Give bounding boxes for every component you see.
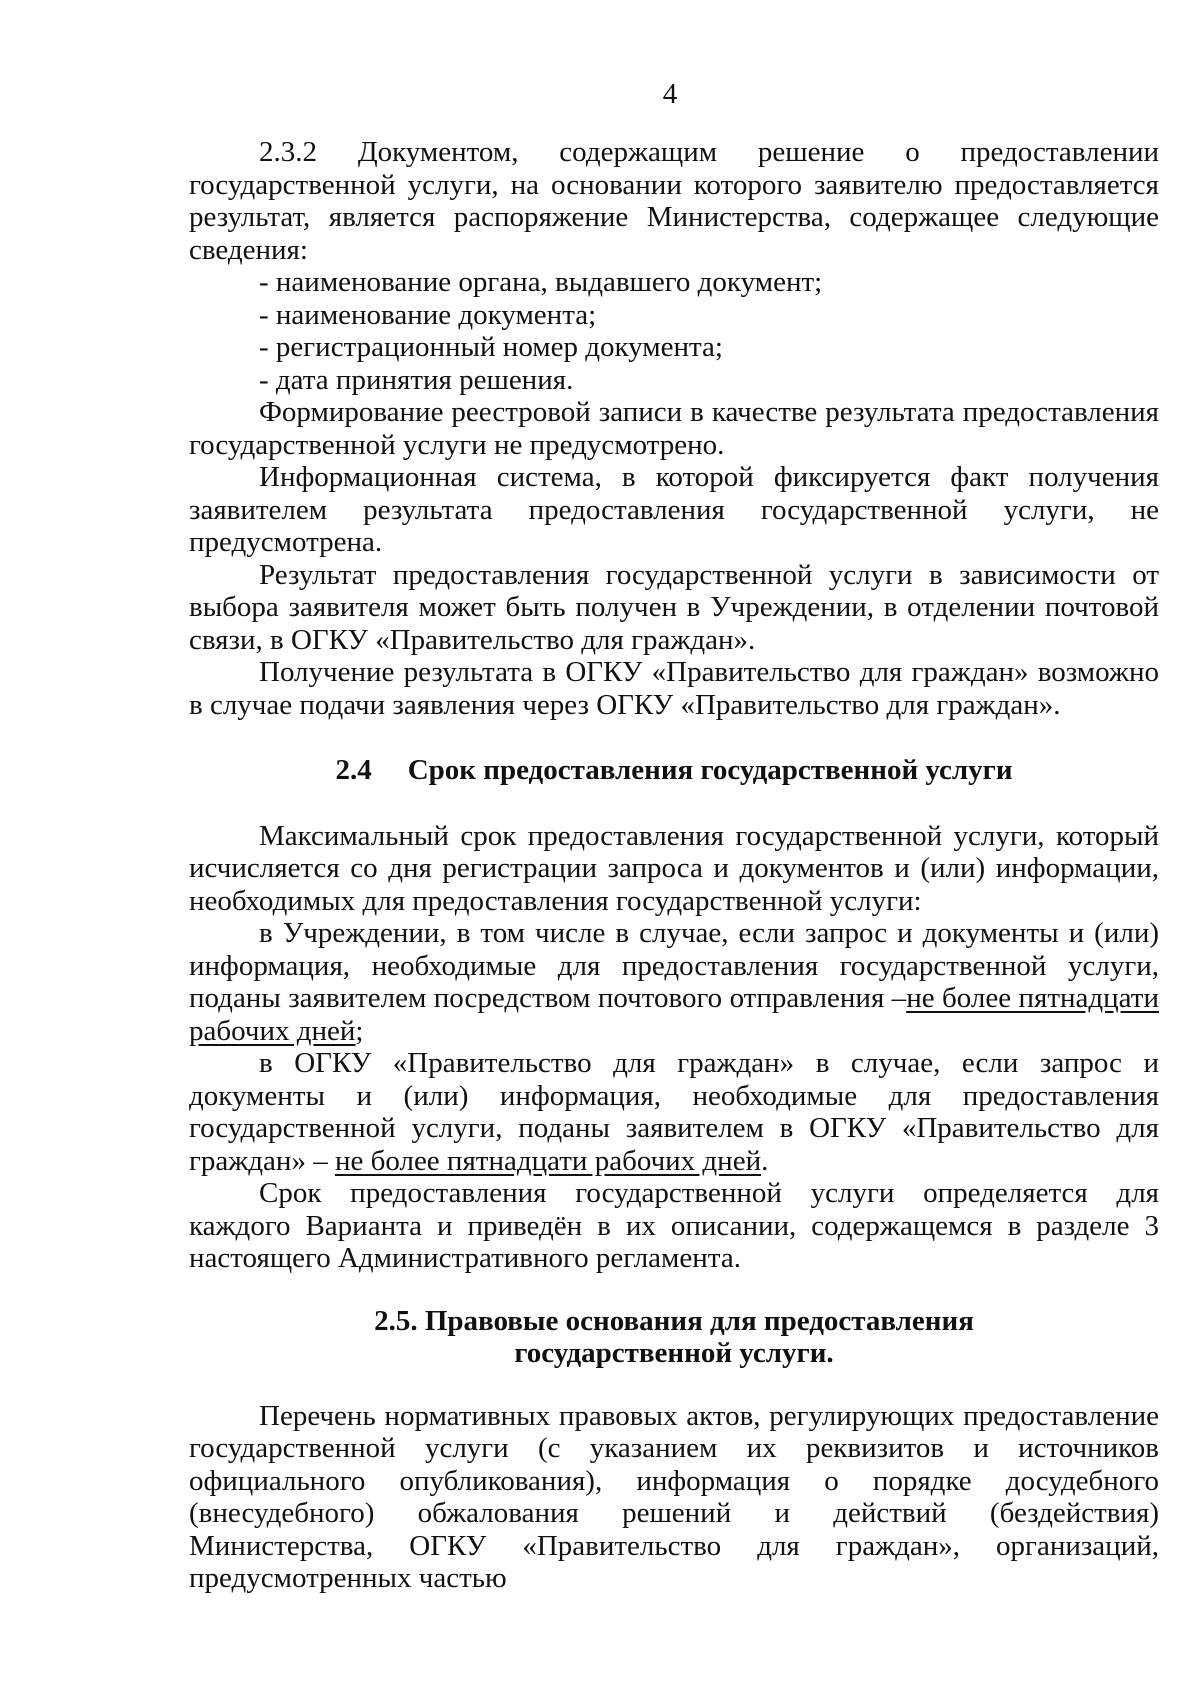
page-number: 4 — [662, 78, 678, 110]
term-ogku-days: не более пятнадцати рабочих дней — [334, 1144, 762, 1177]
section-2-5-title-line-1: 2.5. Правовые основания для предоставления — [374, 1304, 974, 1337]
paragraph-term-institution — [189, 917, 1159, 1047]
paragraph-term-ogku — [189, 1047, 1159, 1177]
section-2-4-title: Срок предоставления государственной услуги — [407, 754, 1013, 786]
list-item-registration-number: - регистрационный номер документа; — [259, 331, 723, 363]
term-institution-end: ; — [355, 1014, 364, 1047]
paragraph-max-term: Максимальный срок предоставления государственной услуги, который исчисляется со дня регистрации запроса и документов и (или) информации, необходимых для предоставления государственной услуги: — [189, 819, 1159, 917]
paragraph-information-system: Информационная система, в которой фиксируется факт получения заявителем результата предоставления государственной услуги, не предусмотрена. — [189, 461, 1159, 558]
paragraph-result-delivery: Результат предоставления государственной услуги в зависимости от выбора заявителя может быть получен в Учреждении, в отделении почтовой связи, в ОГКУ «Правительство для граждан». — [189, 558, 1159, 656]
section-2-5-title-line-2: государственной услуги. — [514, 1337, 834, 1369]
list-item-decision-date: - дата принятия решения. — [259, 363, 574, 396]
list-item-issuing-authority: - наименование органа, выдавшего документ; — [259, 266, 823, 298]
document-body — [189, 136, 1159, 1595]
term-ogku-end: . — [761, 1144, 769, 1177]
section-2-5-heading — [189, 1305, 1159, 1370]
paragraph-registry-record: Формирование реестровой записи в качестве результата предоставления государственной услуги не предусмотрено. — [189, 396, 1159, 461]
section-2-4-heading — [189, 754, 1159, 787]
list-item-document-name: - наименование документа; — [259, 298, 597, 331]
paragraph-legal-acts-list: Перечень нормативных правовых актов, регулирующих предоставление государственной услуги (с указанием их реквизитов и источников официального опубликования), информация о порядке досудебного (внесудебного) обжалования решений и действий (бездействия) Министерства, ОГКУ «Правительство для граждан», организаций, предусмотренных частью — [189, 1399, 1159, 1594]
term-ogku-text: в ОГКУ «Правительство для граждан» в случае, если запрос и документы и (или) информация, необходимые для предоставления государственной услуги, поданы заявителем в ОГКУ «Правительство для граждан» – — [189, 1047, 1159, 1177]
paragraph-result-ogku: Получение результата в ОГКУ «Правительство для граждан» возможно в случае подачи заявления через ОГКУ «Правительство для граждан». — [189, 656, 1159, 721]
term-institution-days: не более пятнадцати рабочих дней — [189, 982, 1159, 1047]
paragraph-variant-term: Срок предоставления государственной услуги определяется для каждого Варианта и приведён в их описании, содержащемся в разделе 3 настоящего Административного регламента. — [189, 1177, 1159, 1274]
term-institution-text: в Учреждении, в том числе в случае, если запрос и документы и (или) информация, необходимые для предоставления государственной услуги, поданы заявителем посредством почтового отправления – — [189, 917, 1159, 1014]
paragraph-2-3-2-intro: 2.3.2 Документом, содержащим решение о предоставлении государственной услуги, на основании которого заявителю предоставляется результат, является распоряжение Министерства, содержащее следующие сведения: — [189, 136, 1159, 266]
section-2-4-number: 2.4 — [335, 754, 372, 786]
